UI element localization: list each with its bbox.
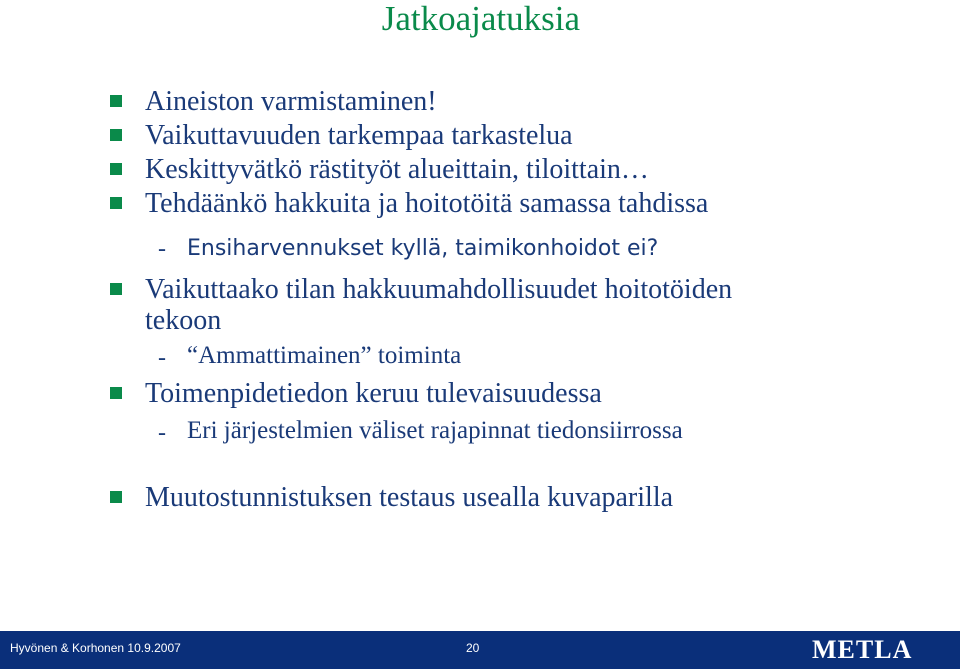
sub-item-dash: - <box>158 236 166 262</box>
footer-author-date: Hyvönen & Korhonen 10.9.2007 <box>10 641 181 655</box>
bullet-text: Vaikuttavuuden tarkempaa tarkastelua <box>145 120 573 151</box>
sub-item-text: Eri järjestelmien väliset rajapinnat tiedonsiirrossa <box>187 417 683 444</box>
sub-item-dash: - <box>158 420 166 446</box>
slide-title: Jatkoajatuksia <box>381 0 580 38</box>
sub-item-text: “Ammattimainen” toiminta <box>187 342 462 369</box>
bullet-marker <box>110 129 122 141</box>
page-number: 20 <box>466 641 480 655</box>
bullet-marker <box>110 283 122 295</box>
bullet-marker <box>110 491 122 503</box>
bullet-marker <box>110 387 122 399</box>
footer-bar <box>0 631 960 669</box>
bullet-text: Toimenpidetiedon keruu tulevaisuudessa <box>145 378 602 409</box>
bullet-text: Vaikuttaako tilan hakkuumahdollisuudet hoitotöiden <box>145 274 733 305</box>
bullet-text: Tehdäänkö hakkuita ja hoitotöitä samassa tahdissa <box>145 188 709 219</box>
metla-logo: METLA <box>812 635 913 664</box>
bullet-marker <box>110 197 122 209</box>
bullet-text: Aineiston varmistaminen! <box>145 86 437 117</box>
bullet-marker <box>110 95 122 107</box>
bullet-text: Muutostunnistuksen testaus usealla kuvaparilla <box>145 482 674 513</box>
bullet-marker <box>110 163 122 175</box>
sub-item-dash: - <box>158 345 166 371</box>
bullet-text: Keskittyvätkö rästityöt alueittain, tiloittain… <box>145 154 649 185</box>
sub-item-text: Ensiharvennukset kyllä, taimikonhoidot ei? <box>187 236 659 261</box>
bullet-text-continuation: tekoon <box>145 305 222 336</box>
